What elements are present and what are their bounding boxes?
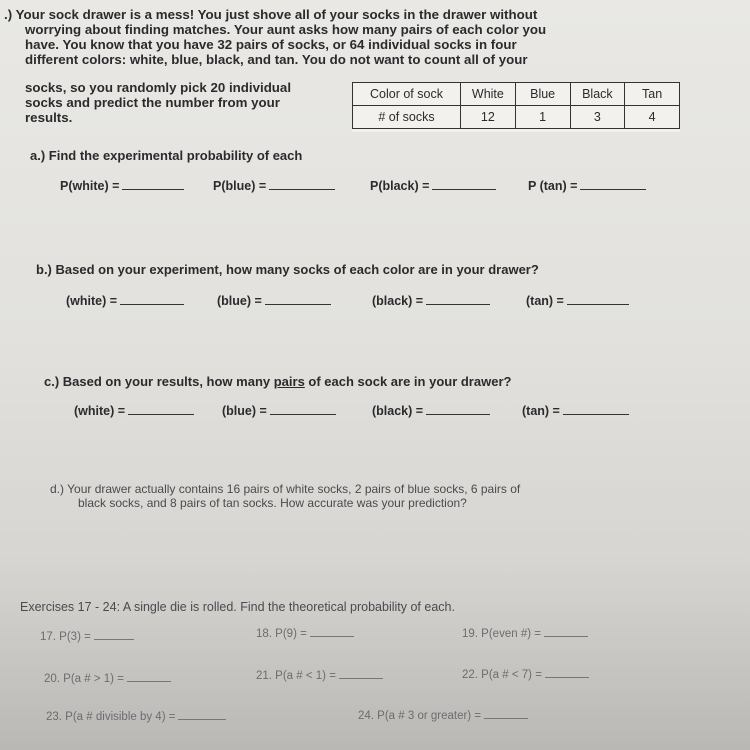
table-cell: 4 — [625, 106, 680, 129]
item-label: (tan) = — [526, 294, 564, 308]
part-b-question: b.) Based on your experiment, how many socks of each color are in your drawer? — [36, 262, 539, 277]
item-label: (blue) = — [222, 404, 267, 418]
part-c-item-black — [372, 404, 490, 418]
answer-blank[interactable] — [178, 718, 226, 720]
exercise-17 — [40, 631, 134, 643]
intro-line-3: have. You know that you have 32 pairs of socks, or 64 individual socks in four — [25, 37, 517, 52]
exercise-24 — [358, 710, 528, 722]
answer-blank[interactable] — [580, 188, 646, 190]
answer-blank[interactable] — [426, 303, 490, 305]
part-d-line-1: d.) Your drawer actually contains 16 pairs of white socks, 2 pairs of blue socks, 6 pairs of — [50, 482, 521, 496]
exercise-label: 22. P(a # < 7) = — [462, 669, 542, 681]
intro-line-2: worrying about finding matches. Your aunt asks how many pairs of each color you — [25, 22, 547, 37]
part-b-item-blue — [217, 294, 331, 308]
answer-blank[interactable] — [310, 635, 354, 637]
answer-blank[interactable] — [94, 638, 134, 640]
part-a-item-black — [370, 179, 496, 193]
exercise-19 — [462, 628, 588, 640]
part-c-item-tan — [522, 404, 629, 418]
exercise-label: 18. P(9) = — [256, 628, 307, 640]
answer-blank[interactable] — [122, 188, 184, 190]
answer-blank[interactable] — [128, 413, 194, 415]
emphasized-word: pairs — [273, 374, 305, 389]
answer-blank[interactable] — [567, 303, 629, 305]
table-header-cell: Tan — [625, 83, 680, 106]
item-label: P (tan) = — [528, 179, 578, 193]
part-b-item-tan — [526, 294, 629, 308]
exercises-heading: Exercises 17 - 24: A single die is rolled. Find the theoretical probability of each. — [20, 600, 455, 614]
answer-blank[interactable] — [544, 635, 588, 637]
part-c-item-blue — [222, 404, 336, 418]
part-a-question: a.) Find the experimental probability of each — [30, 148, 303, 163]
exercise-22 — [462, 669, 589, 681]
part-c-question — [44, 374, 511, 389]
answer-blank[interactable] — [339, 677, 383, 679]
exercise-label: 17. P(3) = — [40, 631, 91, 643]
exercise-label: 24. P(a # 3 or greater) = — [358, 710, 482, 722]
part-a-item-blue — [213, 179, 335, 193]
sock-count-table — [352, 82, 680, 129]
table-header-row — [353, 83, 680, 106]
table-row — [353, 106, 680, 129]
table-cell: # of socks — [353, 106, 461, 129]
part-b-item-black — [372, 294, 490, 308]
part-a-item-tan — [528, 179, 646, 193]
exercise-label: 19. P(even #) = — [462, 628, 541, 640]
answer-blank[interactable] — [269, 188, 335, 190]
intro-line-5: socks, so you randomly pick 20 individual — [25, 80, 292, 95]
item-label: (white) = — [74, 404, 126, 418]
part-b-item-white — [66, 294, 184, 308]
exercise-label: 21. P(a # < 1) = — [256, 670, 336, 682]
exercise-20 — [44, 673, 171, 685]
question-text: of each sock are in your drawer? — [304, 374, 512, 389]
item-label: P(black) = — [370, 179, 430, 193]
item-label: P(blue) = — [213, 179, 267, 193]
table-header-cell: Blue — [515, 83, 570, 106]
intro-line-4: different colors: white, blue, black, and tan. You do not want to count all of your — [25, 52, 528, 67]
answer-blank[interactable] — [270, 413, 336, 415]
intro-line-7: results. — [25, 110, 73, 125]
part-d-line-2: black socks, and 8 pairs of tan socks. How accurate was your prediction? — [78, 496, 467, 510]
table-cell: 12 — [461, 106, 516, 129]
exercise-18 — [256, 628, 354, 640]
item-label: (white) = — [66, 294, 118, 308]
answer-blank[interactable] — [563, 413, 629, 415]
answer-blank[interactable] — [426, 413, 490, 415]
exercise-label: 23. P(a # divisible by 4) = — [46, 711, 176, 723]
answer-blank[interactable] — [127, 680, 171, 682]
exercise-23 — [46, 711, 226, 723]
intro-line-6: socks and predict the number from your — [25, 95, 280, 110]
answer-blank[interactable] — [484, 717, 528, 719]
answer-blank[interactable] — [432, 188, 496, 190]
answer-blank[interactable] — [120, 303, 184, 305]
item-label: (black) = — [372, 404, 424, 418]
table-cell: 1 — [515, 106, 570, 129]
part-a-item-white — [60, 179, 184, 193]
table-header-cell: White — [461, 83, 516, 106]
item-label: (tan) = — [522, 404, 560, 418]
exercise-label: 20. P(a # > 1) = — [44, 673, 124, 685]
item-label: (black) = — [372, 294, 424, 308]
question-text: c.) Based on your results, how many — [44, 374, 274, 389]
exercise-21 — [256, 670, 383, 682]
item-label: P(white) = — [60, 179, 120, 193]
part-c-item-white — [74, 404, 194, 418]
intro-line-1: .) Your sock drawer is a mess! You just shove all of your socks in the drawer without — [4, 7, 538, 22]
table-header-cell: Black — [570, 83, 625, 106]
table-header-cell: Color of sock — [353, 83, 461, 106]
answer-blank[interactable] — [545, 676, 589, 678]
item-label: (blue) = — [217, 294, 262, 308]
table-cell: 3 — [570, 106, 625, 129]
answer-blank[interactable] — [265, 303, 331, 305]
